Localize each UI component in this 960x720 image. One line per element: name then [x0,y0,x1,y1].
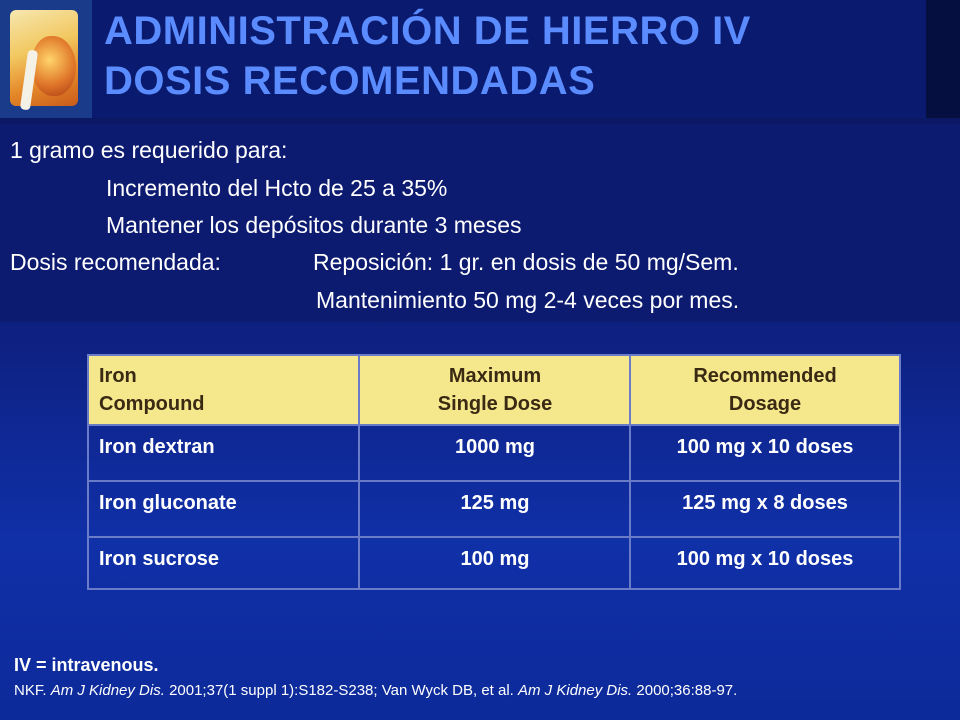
row-divider [89,536,899,538]
table-cell: 100 mg x 10 doses [676,436,854,458]
table-cell: Iron sucrose [99,548,220,570]
header-recommended-dosage: Recommended Dosage [693,365,837,415]
row-divider [89,480,899,482]
dose-text-box [0,124,960,322]
text-line-2: Incremento del Hcto de 25 a 35% [106,175,448,201]
text-line-5: Mantenimiento 50 mg 2-4 veces por mes. [316,287,740,313]
table-cell: 1000 mg [454,436,536,458]
table-cell: 100 mg [460,548,530,570]
table-cell: 100 mg x 10 doses [676,548,854,570]
text-line-3: Mantener los depósitos durante 3 meses [106,212,522,238]
text-line-1: 1 gramo es requerido para: [10,137,288,163]
kidney-logo-icon [10,10,78,106]
text-line-4-label: Dosis recomendada: [10,249,221,275]
title-line-2: DOSIS RECOMENDADAS [104,59,596,103]
text-line-4-value: Reposición: 1 gr. en dosis de 50 mg/Sem. [313,249,739,275]
row-divider [89,424,899,426]
header-iron-compound: Iron Compound [99,365,205,415]
iron-dose-table [87,354,901,590]
table-cell: 125 mg x 8 doses [682,492,848,514]
table-cell: Iron gluconate [99,492,237,514]
header-maximum-single-dose: Maximum Single Dose [437,365,553,415]
table-cell: 125 mg [460,492,530,514]
title-line-1: ADMINISTRACIÓN DE HIERRO IV [104,9,751,53]
table-cell: Iron dextran [99,436,215,458]
logo [0,0,92,118]
footnote-abbreviation: IV = intravenous. [14,655,159,675]
footnote-reference: NKF. Am J Kidney Dis. 2001;37(1 suppl 1):S182-S238; Van Wyck DB, et al. Am J Kidney Dis. 2000;36:88-97. [14,682,738,699]
slide-title [104,6,751,106]
right-strip [926,0,960,118]
